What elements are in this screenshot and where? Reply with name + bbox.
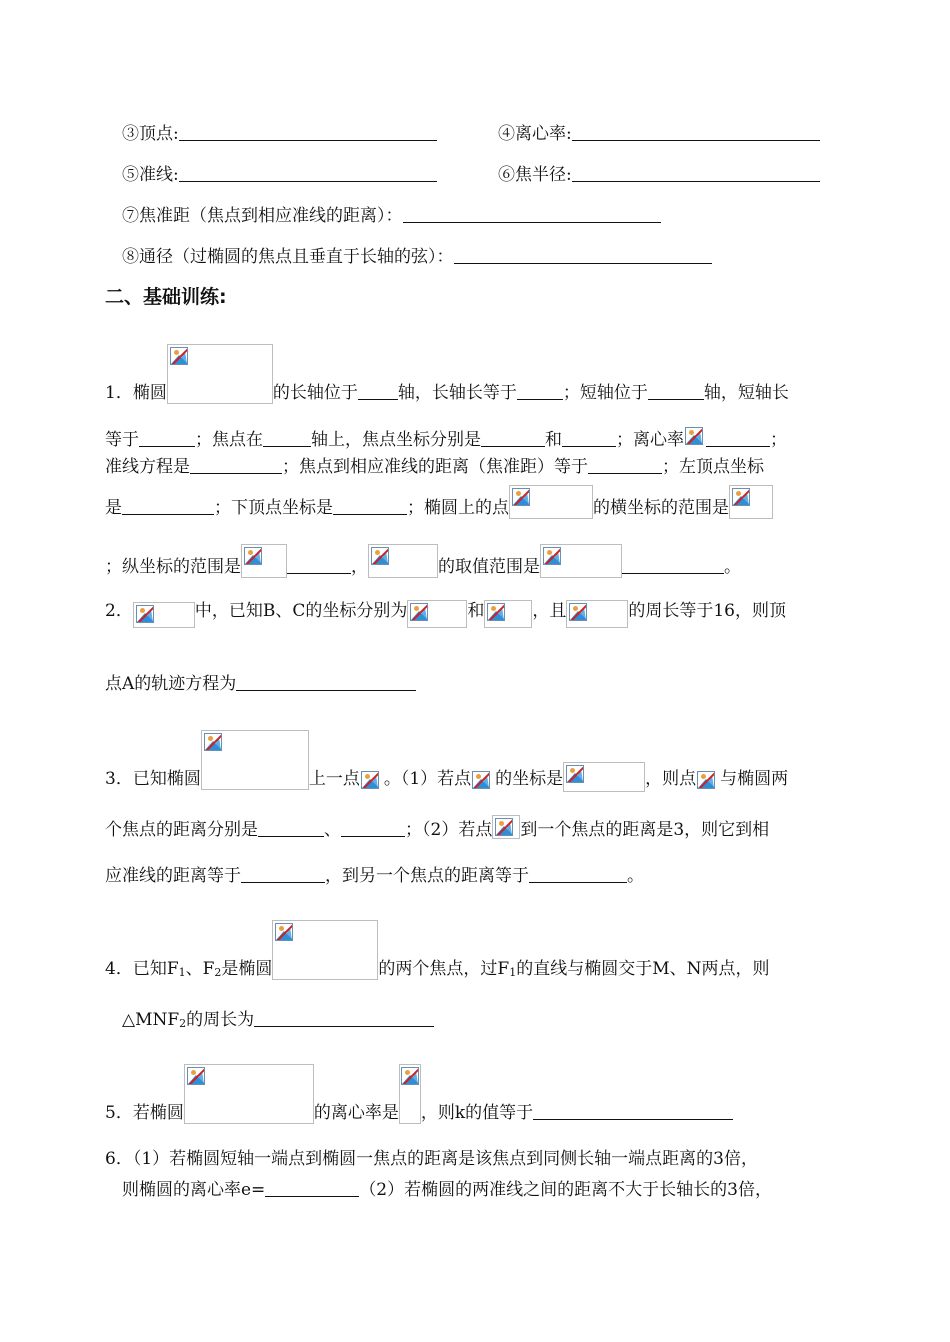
blank[interactable] [190,455,282,474]
formula-image [540,544,622,578]
broken-image-icon [697,771,715,789]
blank[interactable] [241,864,325,883]
broken-image-icon [487,603,505,621]
blank[interactable] [122,496,214,515]
blank[interactable] [706,428,770,447]
broken-image-icon [566,765,584,783]
broken-image-icon [361,771,379,789]
q3-line3: 应准线的距离等于 ，到另一个焦点的距离等于 。 [105,866,644,886]
broken-image-icon [685,427,703,445]
blank[interactable] [236,672,416,691]
blank[interactable] [572,122,820,141]
blank[interactable] [263,428,311,447]
q1-line5: ；纵坐标的范围是 ， 的取值范围是 。 [105,544,741,580]
formula-image [272,920,378,980]
blank[interactable] [287,555,351,574]
q4-line1: 4．已知$F_1$、$F_2$是椭圆 的两个焦点，过$F_1$的直线与椭圆交于M、N两点，则 [105,920,770,980]
broken-image-icon [401,1067,419,1085]
broken-image-icon [204,733,222,751]
blank[interactable] [533,1101,733,1120]
broken-image-icon [187,1067,205,1085]
blank[interactable] [588,455,662,474]
q5-line1: 5．若椭圆 的离心率是 ，则k的值等于 [105,1064,733,1124]
formula-image [201,730,309,790]
blank[interactable] [341,818,405,837]
formula-image [566,600,628,628]
formula-image [492,815,520,839]
blank[interactable] [622,555,724,574]
q1-line3: 准线方程是 ；焦点到相应准线的距离（焦准距）等于 ；左顶点坐标 [105,457,764,477]
property-vertex: ③顶点: [122,122,437,146]
blank[interactable] [562,428,616,447]
blank[interactable] [517,381,563,400]
formula-image [368,544,438,578]
broken-image-icon [371,547,389,565]
blank[interactable] [265,1178,359,1197]
q2-line1: 2． 中，已知B、C的坐标分别为 和 ，且 的周长等于16，则顶 [105,600,786,636]
broken-image-icon [410,603,428,621]
q3-line1: 3．已知椭圆 上一点 。（1）若点 的坐标是 ，则点 与椭圆两 [105,730,788,790]
broken-image-icon [136,605,154,623]
formula-image [509,485,593,519]
q3-line2: 个焦点的距离分别是 、 ；（2）若点 到一个焦点的距离是3，则它到相 [105,815,769,839]
blank[interactable] [254,1008,434,1027]
blank[interactable] [333,496,407,515]
q1-line4: 是 ；下顶点坐标是 ；椭圆上的点 的横坐标的范围是 [105,485,773,521]
blank[interactable] [403,204,661,223]
broken-image-icon [732,488,750,506]
q6-line1: 6．（1）若椭圆短轴一端点到椭圆一焦点的距离是该焦点到同侧长轴一端点距离的3倍， [105,1149,758,1169]
broken-image-icon [543,547,561,565]
formula-image [167,344,273,404]
blank[interactable] [179,163,437,182]
property-directrix: ⑤准线: [122,163,437,187]
formula-image [407,600,467,628]
property-latus-rectum: ⑧通径（过椭圆的焦点且垂直于长轴的弦）： [122,245,712,269]
section-title: 二、基础训练: [105,286,227,308]
property-focal-radius: ⑥焦半径: [498,163,820,187]
formula-image [563,762,645,792]
blank[interactable] [358,381,398,400]
broken-image-icon [170,347,188,365]
formula-image [729,485,773,519]
q4-line2: $\triangle MNF_2$的周长为 [122,1008,434,1032]
formula-image [696,768,720,792]
blank[interactable] [572,163,820,182]
formula-image [484,600,532,628]
broken-image-icon [244,547,262,565]
formula-image [184,1064,314,1124]
blank[interactable] [454,245,712,264]
property-eccentricity: ④离心率: [498,122,820,146]
formula-image [684,426,706,448]
q2-line2: 点A的轨迹方程为 [105,672,416,696]
blank[interactable] [529,864,627,883]
blank[interactable] [139,428,195,447]
blank[interactable] [481,428,545,447]
formula-image [241,544,287,578]
broken-image-icon [512,488,530,506]
blank[interactable] [179,122,437,141]
q1-line1: 1．椭圆 的长轴位于 轴，长轴长等于 ；短轴位于 轴，短轴长 [105,344,789,404]
q6-line2: 则椭圆的离心率e= （2）若椭圆的两准线之间的距离不大于长轴长的3倍， [122,1180,772,1200]
formula-image [471,768,495,792]
property-focus-directrix-distance: ⑦焦准距（焦点到相应准线的距离）： [122,204,661,228]
blank[interactable] [648,381,704,400]
q1-line2: 等于 ；焦点在 轴上，焦点坐标分别是 和 ；离心率 ； [105,426,787,450]
broken-image-icon [569,603,587,621]
formula-image [360,768,384,792]
blank[interactable] [258,818,324,837]
broken-image-icon [275,923,293,941]
formula-image [133,602,195,628]
formula-image [399,1064,421,1124]
broken-image-icon [495,818,513,836]
broken-image-icon [472,771,490,789]
